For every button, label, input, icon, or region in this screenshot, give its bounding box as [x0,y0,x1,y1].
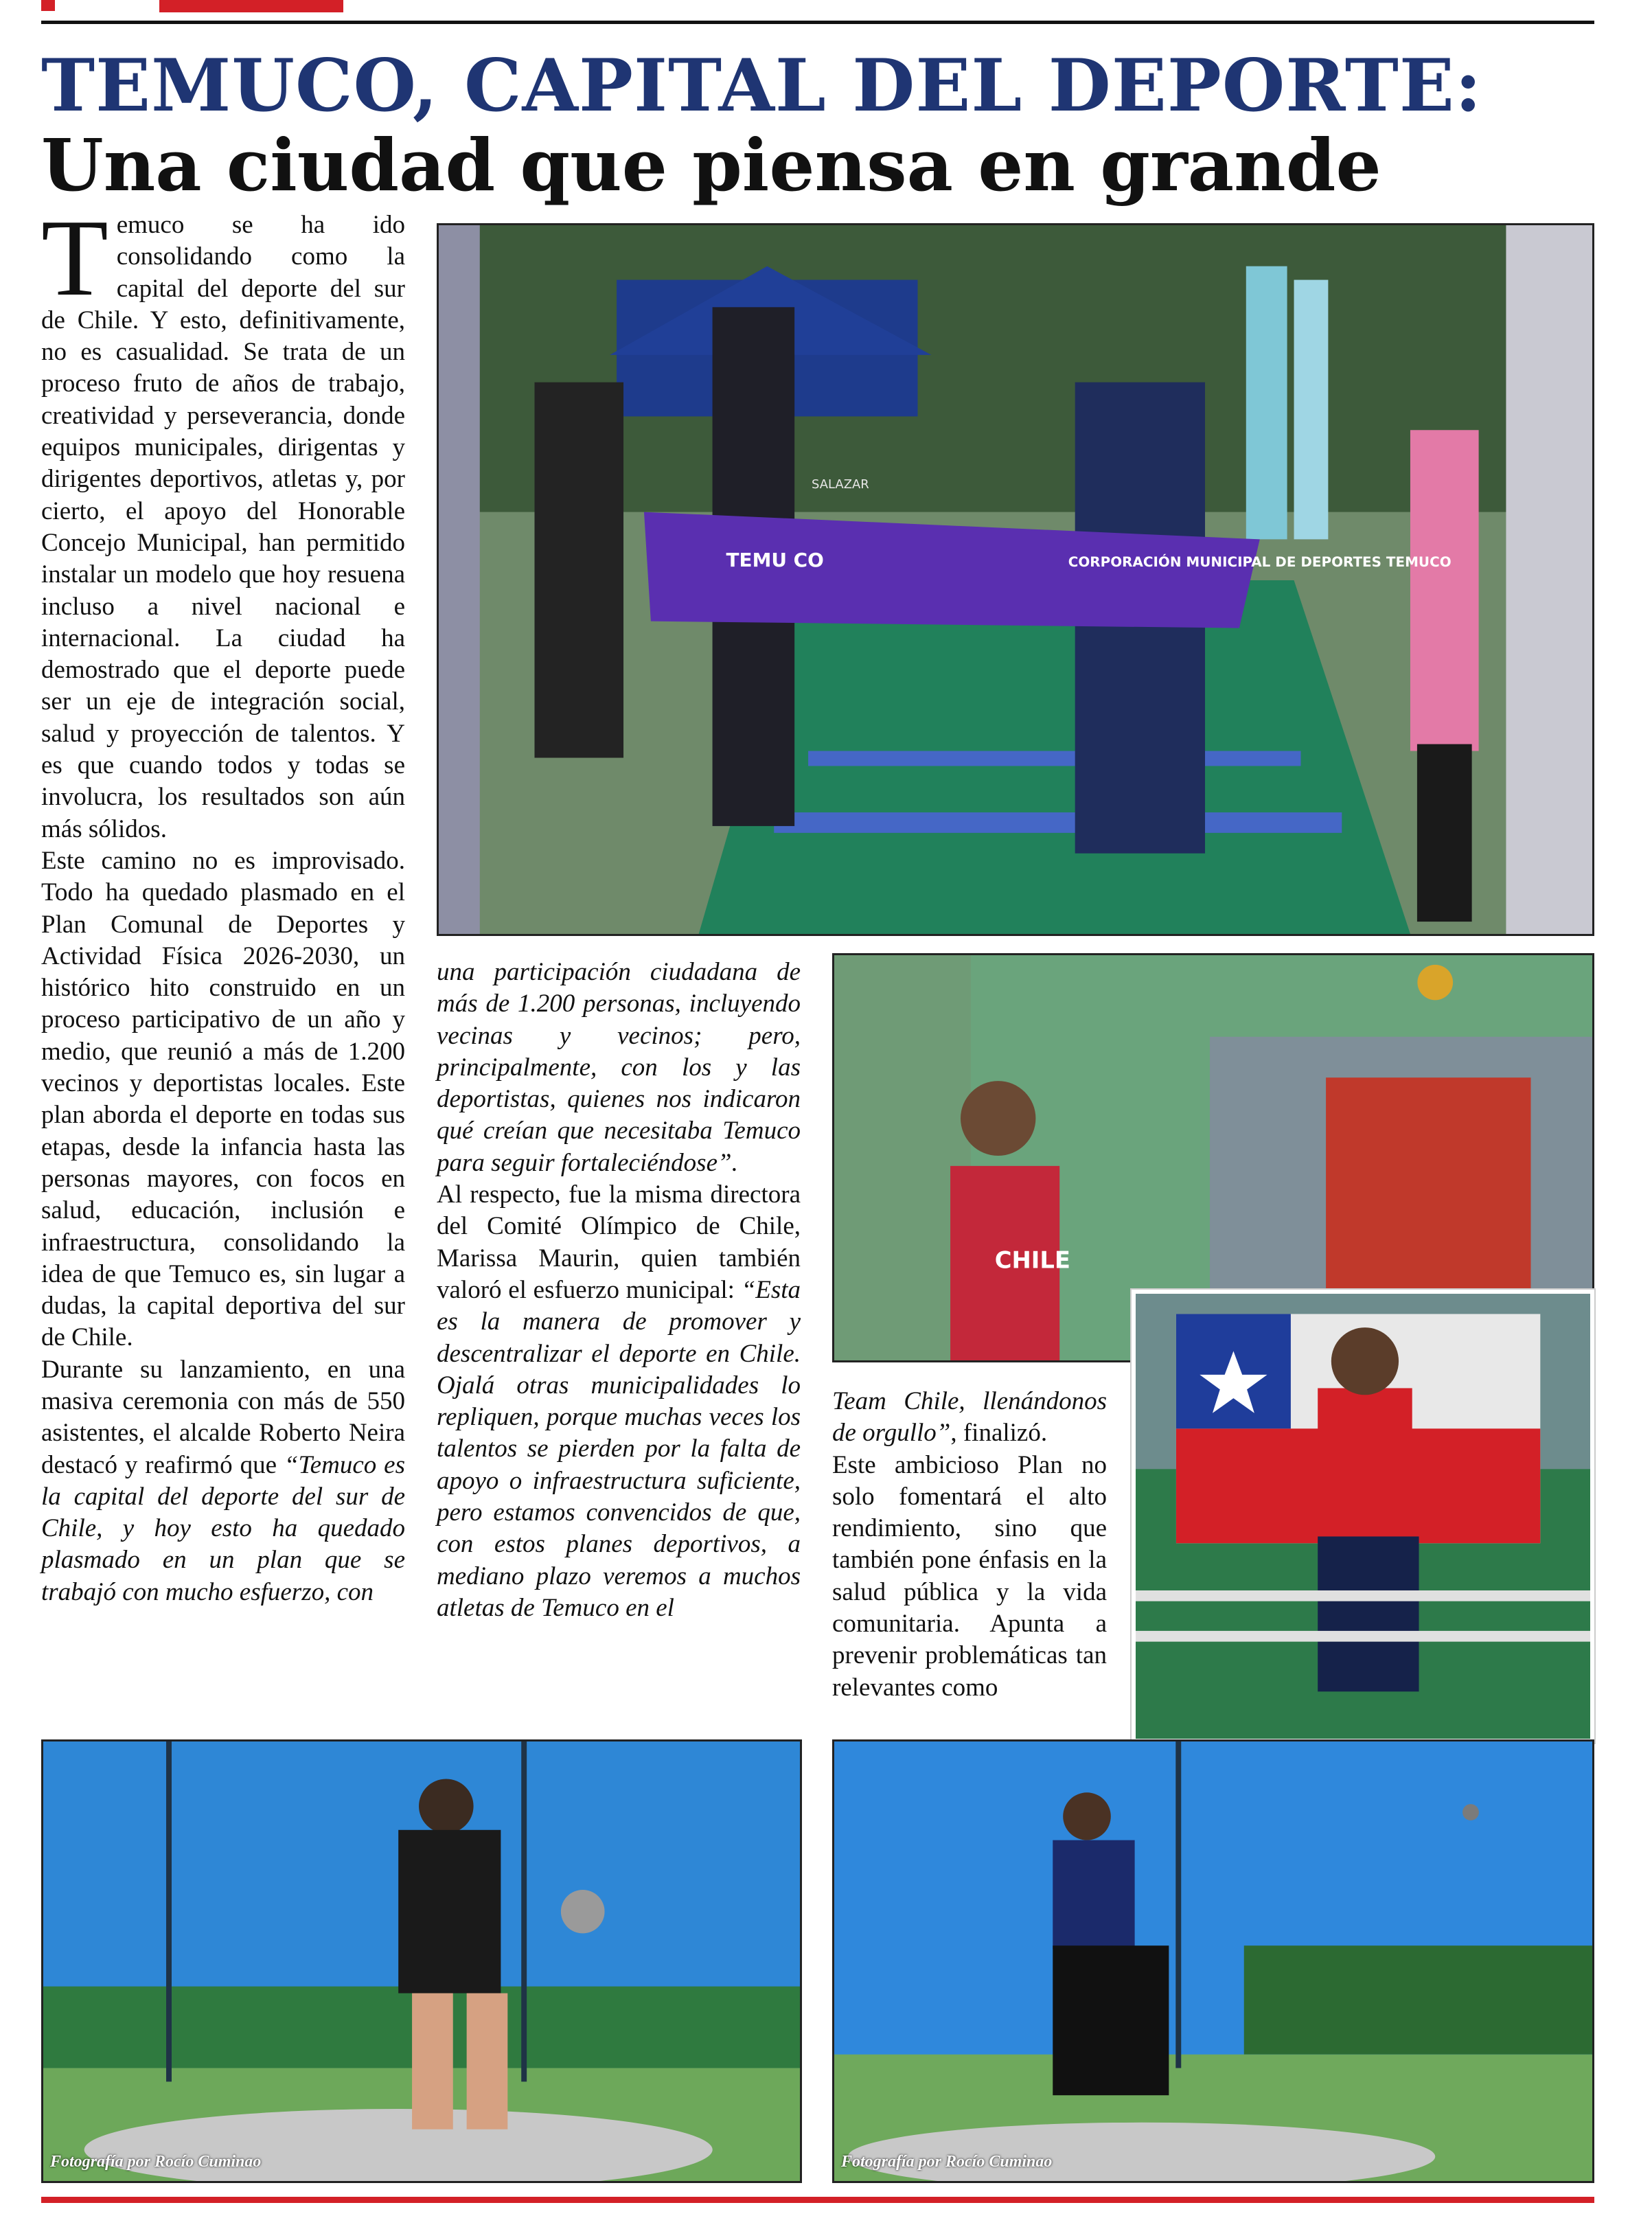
quote-continuation: una participación ciudadana de más de 1.200 personas, incluyendo vecinas y vecinos; pero, principalmente, con los y las deportistas, quienes nos indicaron qué creían que necesitaba Temuco para seguir fortaleciéndose”. [437,958,801,1177]
photo-credit-left: Fotografía por Rocío Cuminao [50,2153,262,2171]
photo-hammer-throw-female [832,1739,1594,2183]
quote-ending: Team Chile, llenándonos de orgullo”, finalizó. [832,1387,1107,1448]
paragraph-coch: Al respecto, fue la misma directora del Comité Olímpico de Chile, Marissa Maurin, quien también valoró el esfuerzo municipal: “Esta es la manera de promover y descentralizar el deporte en Chile. Ojalá otras municipalidades lo repliquen, porque muchas veces los talentos se pierden por la falta de apoyo o infraestructura suficiente, pero estamos convencidos de que, con estos planes deportivos, a mediano plazo veremos a muchos atletas de Temuco en el [437,1180,801,1622]
bottom-rule [41,2197,1594,2203]
headline-primary: TEMUCO, CAPITAL DEL DEPORTE: [41,43,1482,128]
banner-logo-text: TEMU CO [726,549,824,572]
photo-triathlon-finish [437,223,1594,936]
article-column-1 [41,196,405,1706]
article-column-3 [832,1386,1107,1709]
athlete-bib-text: SALAZAR [812,477,869,492]
photo-hammer-throw-male [41,1739,802,2183]
paragraph-plan: Este camino no es improvisado. Todo ha quedado plasmado en el Plan Comunal de Deportes y Actividad Física 2026-2030, un histórico hito construido en un proceso participativo de un año y medio, que reunió a más de 1.200 vecinos y deportistas locales. Este plan aborda el deporte en todas sus etapas, desde la infancia hasta las personas mayores, con focos en salud, educación, inclusión e infraestructura, consolidando la idea de que Temuco es, sin lugar a dudas, la capital deportiva del sur de Chile. [41,846,405,1352]
article-column-2 [437,957,801,1691]
photo-athlete-chilean-flag [1132,1290,1594,1743]
headline-secondary: Una ciudad que piensa en grande [41,123,1381,207]
jersey-text: CHILE [994,1246,1071,1274]
section-marker [41,0,55,11]
banner-corp-text: CORPORACIÓN MUNICIPAL DE DEPORTES TEMUCO [1068,554,1452,571]
paragraph-lead: Temuco se ha ido consolidando como la capital del deporte del sur de Chile. Y esto, definitivamente, no es casualidad. Se trata de un proceso fruto de años de trabajo, creatividad y perseverancia, donde equipos municipales, dirigentas y dirigentes deportivos, atletas y, por cierto, el apoyo del Honorable Concejo Municipal, han permitido instalar un modelo que hoy resuena incluso a nivel nacional e internacional. La ciudad ha demostrado que el deporte puede ser un eje de integración social, salud y proyección de talentos. Y es que cuando todos y todas se involucra, los resultados son aún más sólidos. [41,196,405,843]
paragraph-launch: Durante su lanzamiento, en una masiva ceremonia con más de 550 asistentes, el alcalde Roberto Neira destacó y reafirmó que “Temuco es la capital del deporte del sur de Chile, y hoy esto ha quedado plasmado en un plan que se trabajó con mucho esfuerzo, con [41,1355,405,1606]
top-rule [41,21,1594,24]
paragraph-plan-goals: Este ambicioso Plan no solo fomentará el alto rendimiento, sino que también pone énfasis en la salud pública y la vida comunitaria. Apunta a prevenir problemáticas tan relevantes como [832,1450,1107,1702]
drop-cap: T [41,196,108,319]
photo-credit-right: Fotografía por Rocío Cuminao [841,2153,1053,2171]
section-label-bar [159,0,343,12]
brand-logo [1435,0,1594,15]
